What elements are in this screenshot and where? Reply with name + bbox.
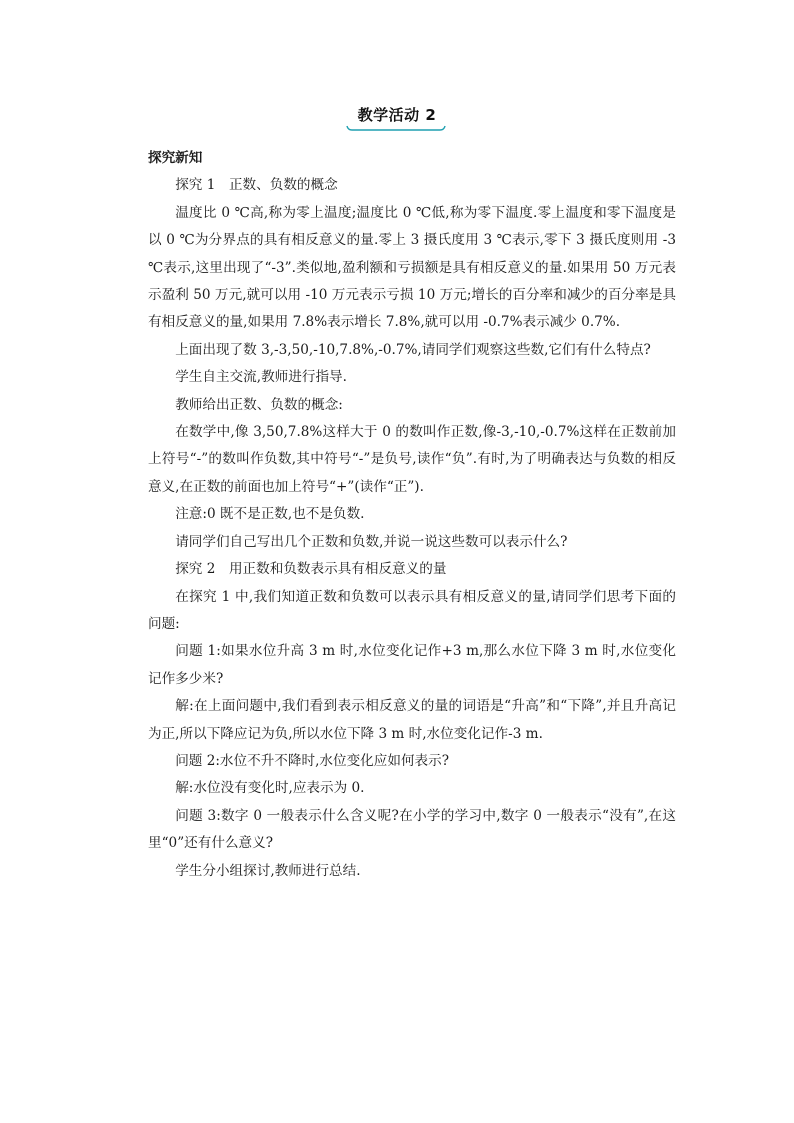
paragraph-temperature: 温度比 0 ℃高,称为零上温度;温度比 0 ℃低,称为零下温度.零上温度和零下温度是以 0 ℃为分界点的具有相反意义的量.零上 3 摄氏度用 3 ℃表示,零下 3 摄氏度则用 -3 ℃表示,这里出现了“-3”.类似地,盈利额和亏损额是具有相反意义的量.如果用 50 万元表示盈利 50 万元,就可以用 -10 万元表示亏损 10 万元;增长的百分率和减少的百分率是具有相反意义的量,如果用 7.8%表示增长 7.8%,就可以用 -0.7%表示减少 0.7%. xyxy=(148,204,676,331)
explore-1-heading: 探究 1 正数、负数的概念 xyxy=(175,177,338,194)
paragraph-write-numbers: 请同学们自己写出几个正数和负数,并说一说这些数可以表示什么? xyxy=(175,533,568,550)
paragraph-explore-2-intro: 在探究 1 中,我们知道正数和负数可以表示具有相反意义的量,请同学们思考下面的问题: xyxy=(148,588,676,632)
paragraph-problem-1: 问题 1:如果水位升高 3 m 时,水位变化记作+3 m,那么水位下降 3 m 时,水位变化记作多少米? xyxy=(148,643,676,687)
activity-title xyxy=(354,104,441,130)
explore-2-heading: 探究 2 用正数和负数表示具有相反意义的量 xyxy=(175,561,447,578)
title-container xyxy=(0,104,794,130)
paragraph-solution-1: 解:在上面问题中,我们看到表示相反意义的量的词语是“升高”和“下降”,并且升高记为正,所以下降应记为负,所以水位下降 3 m 时,水位变化记作-3 m. xyxy=(148,698,676,742)
paragraph-group-discussion: 学生分小组探讨,教师进行总结. xyxy=(175,862,361,879)
document-body xyxy=(148,145,676,885)
activity-title-text: 教学活动 2 xyxy=(357,106,437,124)
paragraph-definition: 在数学中,像 3,50,7.8%这样大于 0 的数叫作正数,像-3,-10,-0.7%这样在正数前加上符号“-”的数叫作负数,其中符号“-”是负号,读作“负”.有时,为了明确表达与负数的相反意义,在正数的前面也加上符号“+”(读作“正”). xyxy=(148,424,676,495)
paragraph-problem-2: 问题 2:水位不升不降时,水位变化应如何表示? xyxy=(175,752,450,769)
paragraph-teacher-concept: 教师给出正数、负数的概念: xyxy=(175,396,343,413)
paragraph-problem-3: 问题 3:数字 0 一般表示什么含义呢?在小学的学习中,数字 0 一般表示“没有”,在这里“0”还有什么意义? xyxy=(148,807,676,852)
section-heading: 探究新知 xyxy=(148,150,203,166)
paragraph-note-zero: 注意:0 既不是正数,也不是负数. xyxy=(175,506,365,523)
paragraph-question-numbers: 上面出现了数 3,-3,50,-10,7.8%,-0.7%,请同学们观察这些数,它们有什么特点? xyxy=(175,341,651,358)
paragraph-student-exchange: 学生自主交流,教师进行指导. xyxy=(175,369,347,386)
title-underline-decoration xyxy=(346,125,446,131)
paragraph-solution-2: 解:水位没有变化时,应表示为 0. xyxy=(175,780,365,797)
